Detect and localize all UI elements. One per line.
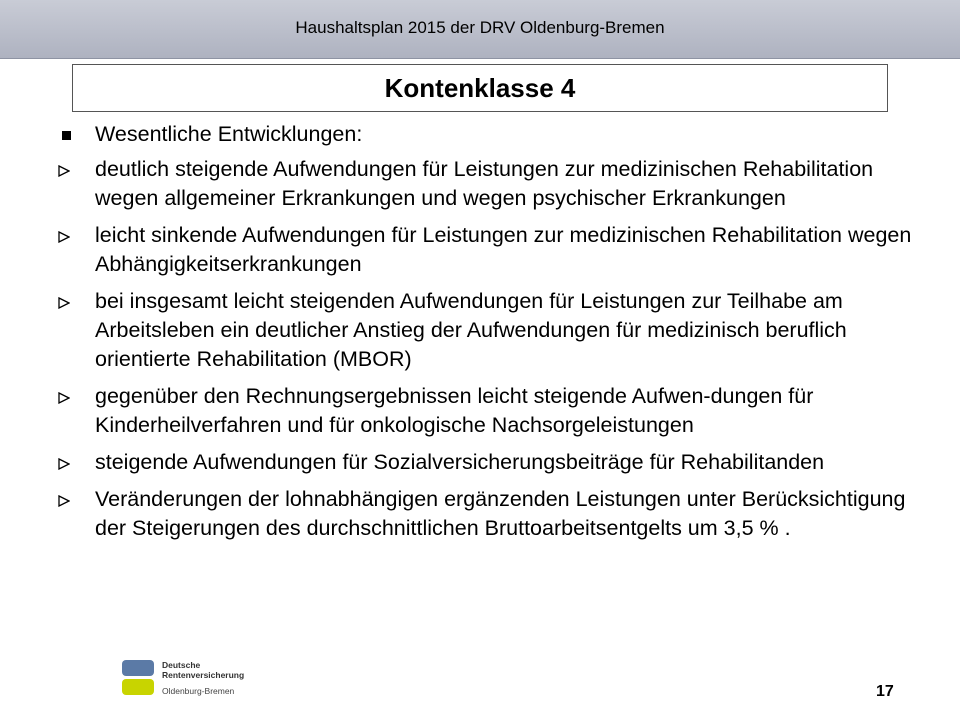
arrow-bullet-icon: [58, 495, 70, 507]
list-item: [58, 485, 918, 543]
intro-text: Wesentliche Entwicklungen:: [95, 122, 363, 146]
list-item: [58, 382, 918, 440]
logo-line-1: Deutsche: [162, 660, 201, 670]
page-number: 17: [876, 683, 894, 700]
slide-title: Kontenklasse 4: [72, 64, 888, 112]
logo-subtitle: Oldenburg-Bremen: [162, 686, 235, 696]
drv-logo-icon: [120, 658, 156, 698]
bullet-text: deutlich steigende Aufwendungen für Leistungen zur medizinischen Rehabilitation wegen allgemeiner Erkrankungen und wegen psychischer Erkrankungen: [95, 157, 874, 210]
arrow-bullet-icon: [58, 165, 70, 177]
arrow-bullet-icon: [58, 458, 70, 470]
bullet-text: steigende Aufwendungen für Sozialversicherungsbeiträge für Rehabilitanden: [95, 450, 825, 474]
list-item: [58, 448, 918, 477]
list-item: [58, 287, 918, 374]
header-title: Haushaltsplan 2015 der DRV Oldenburg-Bremen: [295, 18, 665, 37]
logo-line-2: Rentenversicherung: [162, 670, 245, 680]
drv-logo: [120, 658, 260, 704]
square-bullet-icon: [62, 131, 71, 140]
bullet-text: leicht sinkende Aufwendungen für Leistungen zur medizinischen Rehabilitation wegen Abhängigkeitserkrankungen: [95, 223, 912, 276]
bullet-text: gegenüber den Rechnungsergebnissen leicht steigende Aufwen-dungen für Kinderheilverfahren und für onkologische Nachsorgeleistungen: [95, 384, 814, 437]
slide-content: [58, 120, 918, 543]
list-item: [58, 155, 918, 213]
arrow-bullet-icon: [58, 297, 70, 309]
intro-item: [58, 120, 918, 149]
arrow-bullet-icon: [58, 231, 70, 243]
logo-wordmark: [162, 660, 244, 680]
arrow-bullet-icon: [58, 392, 70, 404]
bullet-text: bei insgesamt leicht steigenden Aufwendungen für Leistungen zur Teilhabe am Arbeitsleben ein deutlicher Anstieg der Aufwendungen für medizinisch beruflich orientierte Rehabilitation (MBOR): [95, 289, 847, 371]
header-band: [0, 0, 960, 59]
list-item: [58, 221, 918, 279]
bullet-text: Veränderungen der lohnabhängigen ergänzenden Leistungen unter Berücksichtigung der Steigerungen des durchschnittlichen Bruttoarbeitsentgelts um 3,5 % .: [95, 487, 906, 540]
